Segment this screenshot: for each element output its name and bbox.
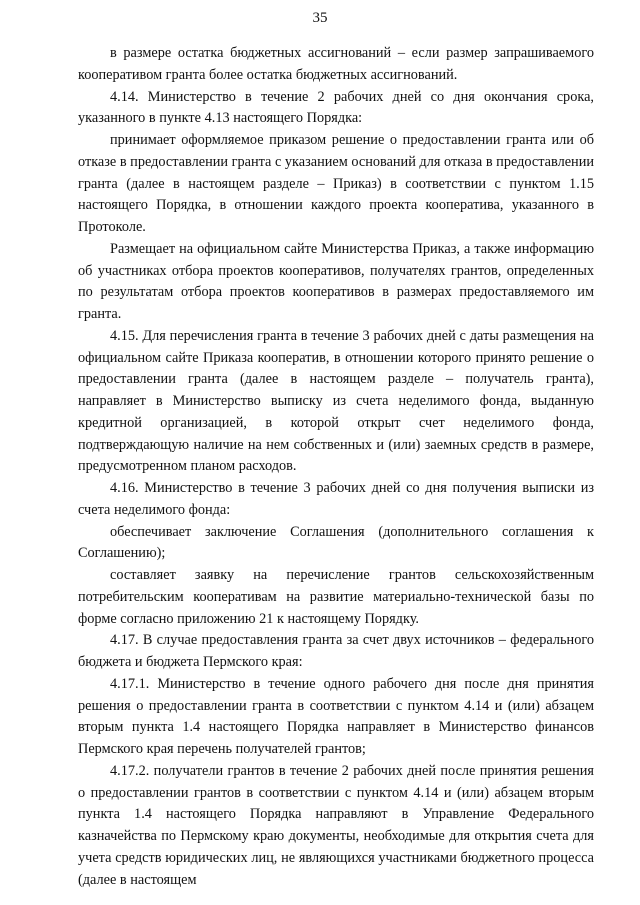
paragraph-4-16: 4.16. Министерство в течение 3 рабочих дней со дня получения выписки из счета неделимого фонда: [78,480,594,518]
paragraph-4-17: 4.17. В случае предоставления гранта за счет двух источников – федерального бюджета и бюджета Пермского края: [78,632,594,670]
paragraph-4-17-1: 4.17.1. Министерство в течение одного рабочего дня после дня принятия решения о предоставлении гранта в соответствии с пунктом 4.14 и (или) абзацем вторым пункта 1.4 настоящего Порядка направляет в Министерство финансов Пермского края перечень получателей грантов; [78,675,594,757]
paragraph-4-14: 4.14. Министерство в течение 2 рабочих дней со дня окончания срока, указанного в пункте 4.13 настоящего Порядка: [78,88,594,127]
paragraph-publication: Размещает на официальном сайте Министерства Приказ, а также информацию об участниках отбора проектов кооперативов, получателях грантов, определенных по результатам отбора проектов кооперативов в размерах предоставляемого им гранта. [78,240,594,322]
page-number: 35 [312,10,328,26]
paragraph-budget-remainder: в размере остатка бюджетных ассигнований – если размер запрашиваемого кооперативом гранта более остатка бюджетных ассигнований. [78,45,594,83]
paragraph-4-15: 4.15. Для перечисления гранта в течение 3 рабочих дней с даты размещения на официальном сайте Приказа кооператив, в отношении которого принято решение о предоставлении гранта (далее в настоящем разделе – получатель гранта), направляет в Министерство выписку из счета неделимого фонда, выданную кредитной организацией, в которой открыт счет неделимого фонда, подтверждающую наличие на нем собственных и (или) заемных средств в размере, предусмотренном планом расходов. [78,327,594,475]
paragraph-agreement: обеспечивает заключение Соглашения (дополнительного соглашения к Соглашению); [78,523,594,562]
paragraph-grant-request: составляет заявку на перечисление грантов сельскохозяйственным потребительским кооперативам на развитие материально-технической базы по форме согласно приложению 21 к настоящему Порядку. [78,567,594,627]
paragraph-decision-order: принимает оформляемое приказом решение о предоставлении гранта или об отказе в предоставлении гранта с указанием оснований для отказа в предоставлении гранта (далее в настоящем разделе – Приказ) в соответствии с пунктом 1.15 настоящего Порядка, в отношении каждого проекта кооператива, указанного в Протоколе. [78,132,595,235]
paragraph-4-17-2: 4.17.2. получатели грантов в течение 2 рабочих дней после принятия решения о предоставлении грантов в соответствии с пунктом 4.14 и (или) абзацем вторым пункта 1.4 настоящего Порядка направляют в Управление Федерального казначейства по Пермскому краю документы, необходимые для открытия счета для учета средств юридических лиц, не являющихся участниками бюджетного процесса (далее в настоящем [78,762,594,888]
document-body [78,43,594,891]
